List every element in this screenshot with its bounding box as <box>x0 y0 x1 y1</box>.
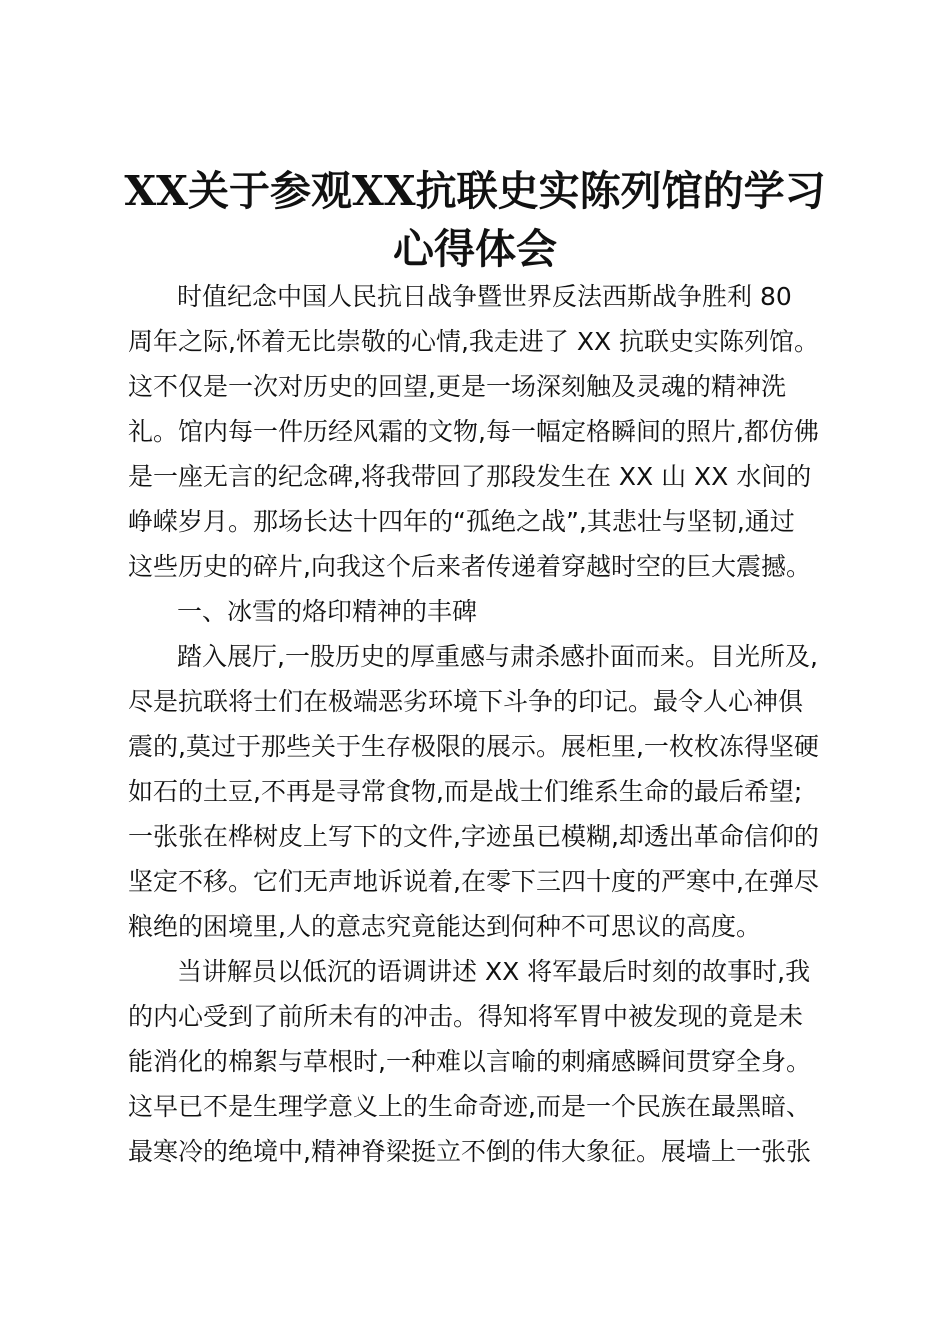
paragraph-line: 周年之际,怀着无比崇敬的心情,我走进了 XX 抗联史实陈列馆。 <box>128 327 820 356</box>
paragraph-line: 尽是抗联将士们在极端恶劣环境下斗争的印记。最令人心神俱 <box>128 687 804 716</box>
paragraph-line: 最寒冷的绝境中,精神脊梁挺立不倒的伟大象征。展墙上一张张 <box>128 1137 811 1166</box>
paragraph-line: 当讲解员以低沉的语调讲述 XX 将军最后时刻的故事时,我 <box>177 957 811 986</box>
paragraph-line: 是一座无言的纪念碑,将我带回了那段发生在 XX 山 XX 水间的 <box>128 462 812 491</box>
paragraph-line: 的内心受到了前所未有的冲击。得知将军胃中被发现的竟是未 <box>128 1002 804 1031</box>
paragraph-line: 粮绝的困境里,人的意志究竟能达到何种不可思议的高度。 <box>128 912 761 941</box>
paragraph-line: 震的,莫过于那些关于生存极限的展示。展柜里,一枚枚冻得坚硬 <box>128 732 819 761</box>
paragraph-line: 坚定不移。它们无声地诉说着,在零下三四十度的严寒中,在弹尽 <box>128 867 819 896</box>
title-line-2: 心得体会 <box>393 225 557 273</box>
paragraph-line: 能消化的棉絮与草根时,一种难以言喻的刺痛感瞬间贯穿全身。 <box>128 1047 811 1076</box>
paragraph-line: 这些历史的碎片,向我这个后来者传递着穿越时空的巨大震撼。 <box>128 552 811 581</box>
paragraph-line: 礼。馆内每一件历经风霜的文物,每一幅定格瞬间的照片,都仿佛 <box>128 417 819 446</box>
paragraph-line: 如石的土豆,不再是寻常食物,而是战士们维系生命的最后希望; <box>128 777 803 806</box>
paragraph-line: 峥嵘岁月。那场长达十四年的“孤绝之战”,其悲壮与坚韧,通过 <box>128 507 795 536</box>
paragraph-line: 这早已不是生理学意义上的生命奇迹,而是一个民族在最黑暗、 <box>128 1092 811 1121</box>
paragraph-line: 踏入展厅,一股历史的厚重感与肃杀感扑面而来。目光所及, <box>177 642 818 671</box>
section-heading: 一、冰雪的烙印精神的丰碑 <box>177 597 478 626</box>
paragraph-line: 时值纪念中国人民抗日战争暨世界反法西斯战争胜利 80 <box>177 282 792 311</box>
title-line-1: XX关于参观XX抗联史实陈列馆的学习 <box>124 167 826 215</box>
document-title <box>110 162 840 278</box>
paragraph-line: 这不仅是一次对历史的回望,更是一场深刻触及灵魂的精神洗 <box>128 372 786 401</box>
paragraph-line: 一张张在桦树皮上写下的文件,字迹虽已模糊,却透出革命信仰的 <box>128 822 819 851</box>
